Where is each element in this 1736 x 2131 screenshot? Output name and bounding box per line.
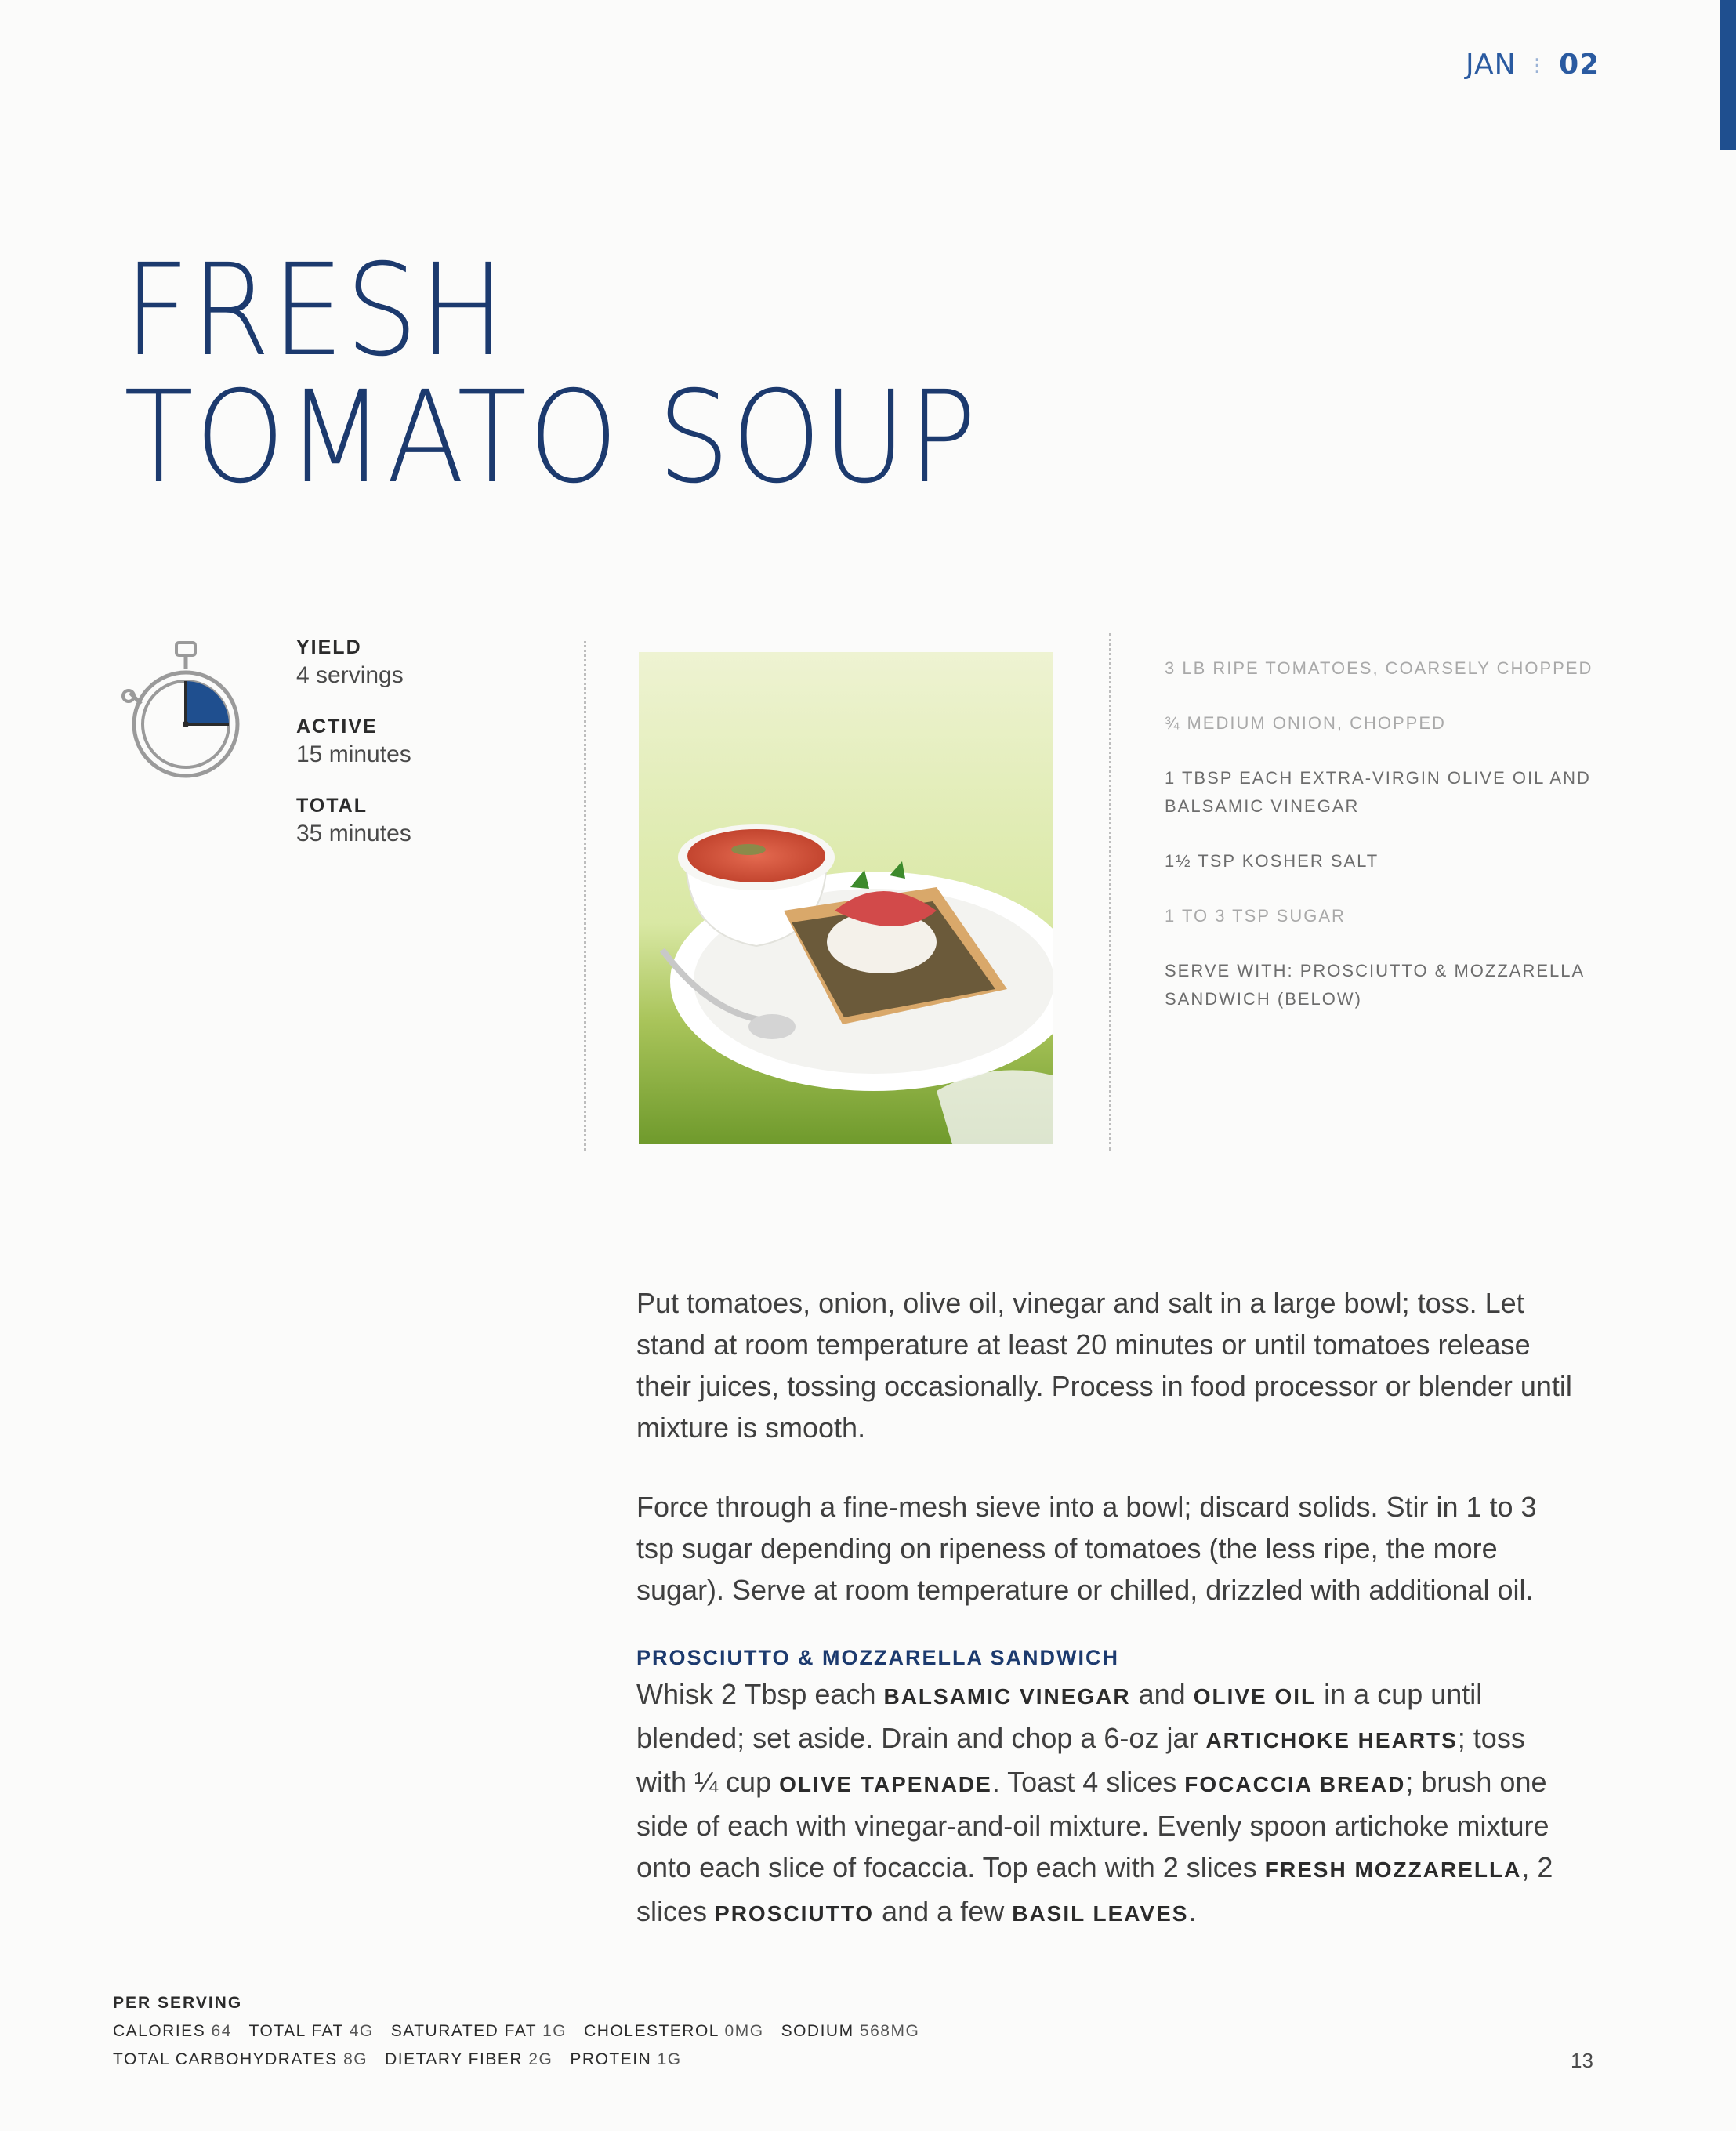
page-number: 13 bbox=[1571, 2049, 1593, 2072]
ingredient-item: 3 LB RIPE TOMATOES, COARSELY CHOPPED bbox=[1165, 658, 1593, 678]
keyword: BASIL LEAVES bbox=[1012, 1901, 1189, 1926]
ingredient-item: ¾ MEDIUM ONION, CHOPPED bbox=[1165, 713, 1446, 733]
instruction-paragraph-2: Force through a fine-mesh sieve into a bowl; discard solids. Stir in 1 to 3 tsp sugar depending on ripeness of tomatoes (the less ripe, the more sugar). Serve at room temperature or chilled, drizzled with additional oil. bbox=[636, 1491, 1537, 1606]
nutrition-label: SATURATED FAT bbox=[390, 2022, 537, 2040]
nutrition-value: 2G bbox=[528, 2050, 553, 2068]
text-span: in a cup until blended; set aside. Drain and chop a 6-oz jar bbox=[636, 1678, 1483, 1754]
keyword: ARTICHOKE HEARTS bbox=[1205, 1728, 1458, 1752]
meta-active bbox=[296, 716, 411, 768]
keyword: PROSCIUTTO bbox=[715, 1901, 875, 1926]
date-month: JAN bbox=[1466, 49, 1517, 81]
text-span: , 2 slices bbox=[636, 1851, 1553, 1927]
nutrition-value: 1G bbox=[657, 2050, 682, 2068]
nutrition-label: SODIUM bbox=[781, 2022, 854, 2040]
text-span: and bbox=[1130, 1678, 1194, 1710]
divider-left bbox=[584, 641, 586, 1151]
meta-total bbox=[296, 795, 411, 847]
text-span: Whisk 2 Tbsp each bbox=[636, 1678, 884, 1710]
meta-label: YIELD bbox=[296, 636, 362, 658]
title-line-2: TOMATO SOUP bbox=[124, 364, 978, 512]
recipe-meta bbox=[296, 636, 411, 874]
soup-photo bbox=[639, 652, 1053, 1144]
divider-right bbox=[1109, 633, 1111, 1151]
nutrition-label: TOTAL FAT bbox=[248, 2022, 344, 2040]
recipe-title bbox=[124, 237, 1073, 512]
text-span: and a few bbox=[874, 1895, 1013, 1927]
meta-value: 35 minutes bbox=[296, 821, 411, 846]
nutrition-value: 64 bbox=[211, 2022, 232, 2040]
nutrition-row-1 bbox=[113, 2017, 919, 2046]
nutrition-label: TOTAL CARBOHYDRATES bbox=[113, 2050, 338, 2068]
meta-label: TOTAL bbox=[296, 795, 368, 817]
ingredient-item: SERVE WITH: PROSCIUTTO & MOZZARELLA SANDWICH (BELOW) bbox=[1165, 961, 1584, 1009]
nutrition-value: 4G bbox=[349, 2022, 374, 2040]
nutrition-value: 0MG bbox=[724, 2022, 764, 2040]
nutrition-value: 568MG bbox=[859, 2022, 920, 2040]
ingredient-item: 1 TO 3 TSP SUGAR bbox=[1165, 906, 1346, 926]
text-span: ; toss with ¼ cup bbox=[636, 1722, 1525, 1798]
meta-value: 15 minutes bbox=[296, 741, 411, 767]
text-span: ; brush one side of each with vinegar-and-oil mixture. Evenly spoon artichoke mixture onto each slice of focaccia. Top each with 2 slices bbox=[636, 1766, 1549, 1883]
nutrition-label: DIETARY FIBER bbox=[385, 2050, 524, 2068]
nutrition-label: PROTEIN bbox=[570, 2050, 652, 2068]
meta-yield bbox=[296, 636, 411, 689]
instructions bbox=[636, 1282, 1577, 1934]
keyword: OLIVE TAPENADE bbox=[779, 1772, 992, 1796]
edge-tab-bar bbox=[1720, 0, 1736, 150]
nutrition-value: 1G bbox=[542, 2022, 567, 2040]
date-separator: ⁝ bbox=[1533, 53, 1542, 80]
stopwatch-icon bbox=[116, 641, 249, 782]
sandwich-instructions bbox=[636, 1673, 1577, 1934]
ingredient-item: 1 TBSP EACH EXTRA-VIRGIN OLIVE OIL AND BALSAMIC VINEGAR bbox=[1165, 768, 1591, 816]
ingredients-list bbox=[1165, 654, 1604, 1040]
meta-value: 4 servings bbox=[296, 662, 404, 688]
sandwich-heading: PROSCIUTTO & MOZZARELLA SANDWICH bbox=[636, 1646, 1119, 1669]
keyword: FRESH MOZZARELLA bbox=[1264, 1857, 1522, 1882]
date-header bbox=[1466, 49, 1600, 81]
instruction-paragraph-1: Put tomatoes, onion, olive oil, vinegar and salt in a large bowl; toss. Let stand at room temperature at least 20 minutes or until tomatoes release their juices, tossing occasionally. Process in food processor or blender until mixture is smooth. bbox=[636, 1287, 1572, 1444]
ingredient-item: 1½ TSP KOSHER SALT bbox=[1165, 851, 1379, 871]
text-span: . bbox=[1188, 1895, 1197, 1927]
keyword: FOCACCIA BREAD bbox=[1184, 1772, 1406, 1796]
nutrition-row-2 bbox=[113, 2046, 919, 2074]
nutrition-value: 8G bbox=[343, 2050, 368, 2068]
nutrition-heading: PER SERVING bbox=[113, 1994, 243, 2012]
meta-label: ACTIVE bbox=[296, 716, 378, 738]
keyword: OLIVE OIL bbox=[1193, 1684, 1317, 1709]
nutrition-label: CHOLESTEROL bbox=[584, 2022, 719, 2040]
nutrition-label: CALORIES bbox=[113, 2022, 206, 2040]
keyword: BALSAMIC VINEGAR bbox=[883, 1684, 1131, 1709]
nutrition-info bbox=[113, 1989, 919, 2074]
title-line-1: FRESH bbox=[124, 237, 507, 385]
date-day: 02 bbox=[1559, 49, 1600, 81]
text-span: . Toast 4 slices bbox=[991, 1766, 1185, 1798]
